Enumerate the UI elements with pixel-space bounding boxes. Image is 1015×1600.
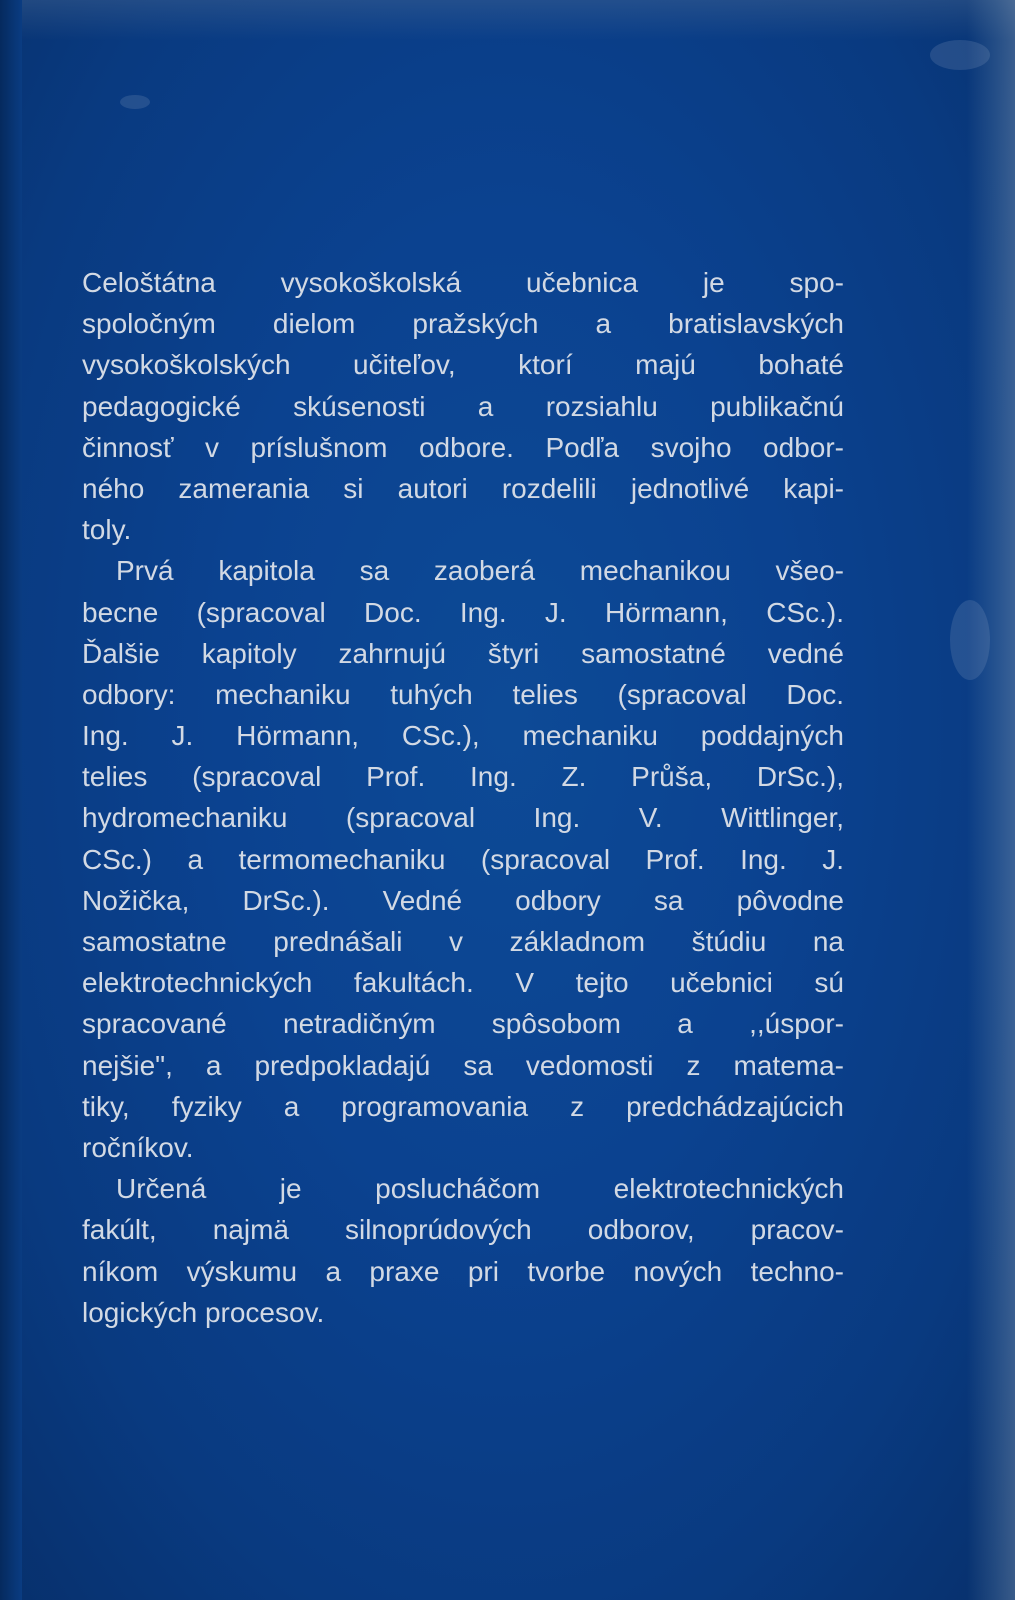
blurb-line: spoločným dielom pražských a bratislavských: [82, 308, 844, 340]
cover-worn-edge: [967, 0, 1015, 1600]
blurb-line: nejšie", a predpokladajú sa vedomosti z matema-: [82, 1049, 844, 1081]
blurb-line: odbory: mechaniku tuhých telies (spracoval Doc.: [82, 678, 844, 710]
blurb-line: Určená je poslucháčom elektrotechnických: [116, 1173, 844, 1205]
blurb-line: hydromechaniku (spracoval Ing. V. Wittlinger,: [82, 802, 844, 834]
blurb-line: spracované netradičným spôsobom a ,,úspor-: [82, 1008, 844, 1040]
cover-blurb: [82, 262, 844, 1333]
blurb-line: tiky, fyziky a programovania z predchádzajúcich: [82, 1090, 844, 1122]
blurb-line: telies (spracoval Prof. Ing. Z. Průša, DrSc.),: [82, 761, 844, 793]
blurb-line: Ďalšie kapitoly zahrnujú štyri samostatné vedné: [82, 637, 844, 669]
blurb-line: Celoštátna vysokoškolská učebnica je spo-: [82, 267, 844, 298]
wear-spot: [930, 40, 990, 70]
blurb-line: CSc.) a termomechaniku (spracoval Prof. Ing. J.: [82, 843, 844, 875]
blurb-line: becne (spracoval Doc. Ing. J. Hörmann, CSc.).: [82, 596, 844, 628]
blurb-line: činnosť v príslušnom odbore. Podľa svojho odbor-: [82, 431, 844, 463]
cover-spine-edge: [0, 0, 22, 1600]
blurb-line: samostatne prednášali v základnom štúdiu na: [82, 926, 844, 957]
blurb-line: pedagogické skúsenosti a rozsiahlu publikačnú: [82, 390, 844, 422]
blurb-line: vysokoškolských učiteľov, ktorí majú bohaté: [82, 349, 844, 381]
wear-spot: [950, 600, 990, 680]
cover-top-edge: [0, 0, 1015, 40]
blurb-line: Prvá kapitola sa zaoberá mechanikou všeo-: [116, 555, 844, 587]
wear-spot: [120, 95, 150, 109]
blurb-line: níkom výskumu a praxe pri tvorbe nových techno-: [82, 1255, 844, 1287]
blurb-line: ročníkov.: [82, 1131, 194, 1163]
blurb-line: Nožička, DrSc.). Vedné odbory sa pôvodne: [82, 884, 844, 916]
blurb-line: toly.: [82, 514, 132, 546]
blurb-line: fakúlt, najmä silnoprúdových odborov, pracov-: [82, 1214, 844, 1246]
blurb-line: logických procesov.: [82, 1296, 325, 1328]
blurb-line: ného zamerania si autori rozdelili jednotlivé kapi-: [82, 472, 844, 504]
blurb-line: Ing. J. Hörmann, CSc.), mechaniku poddajných: [82, 720, 844, 752]
blurb-line: elektrotechnických fakultách. V tejto učebnici sú: [82, 967, 844, 999]
